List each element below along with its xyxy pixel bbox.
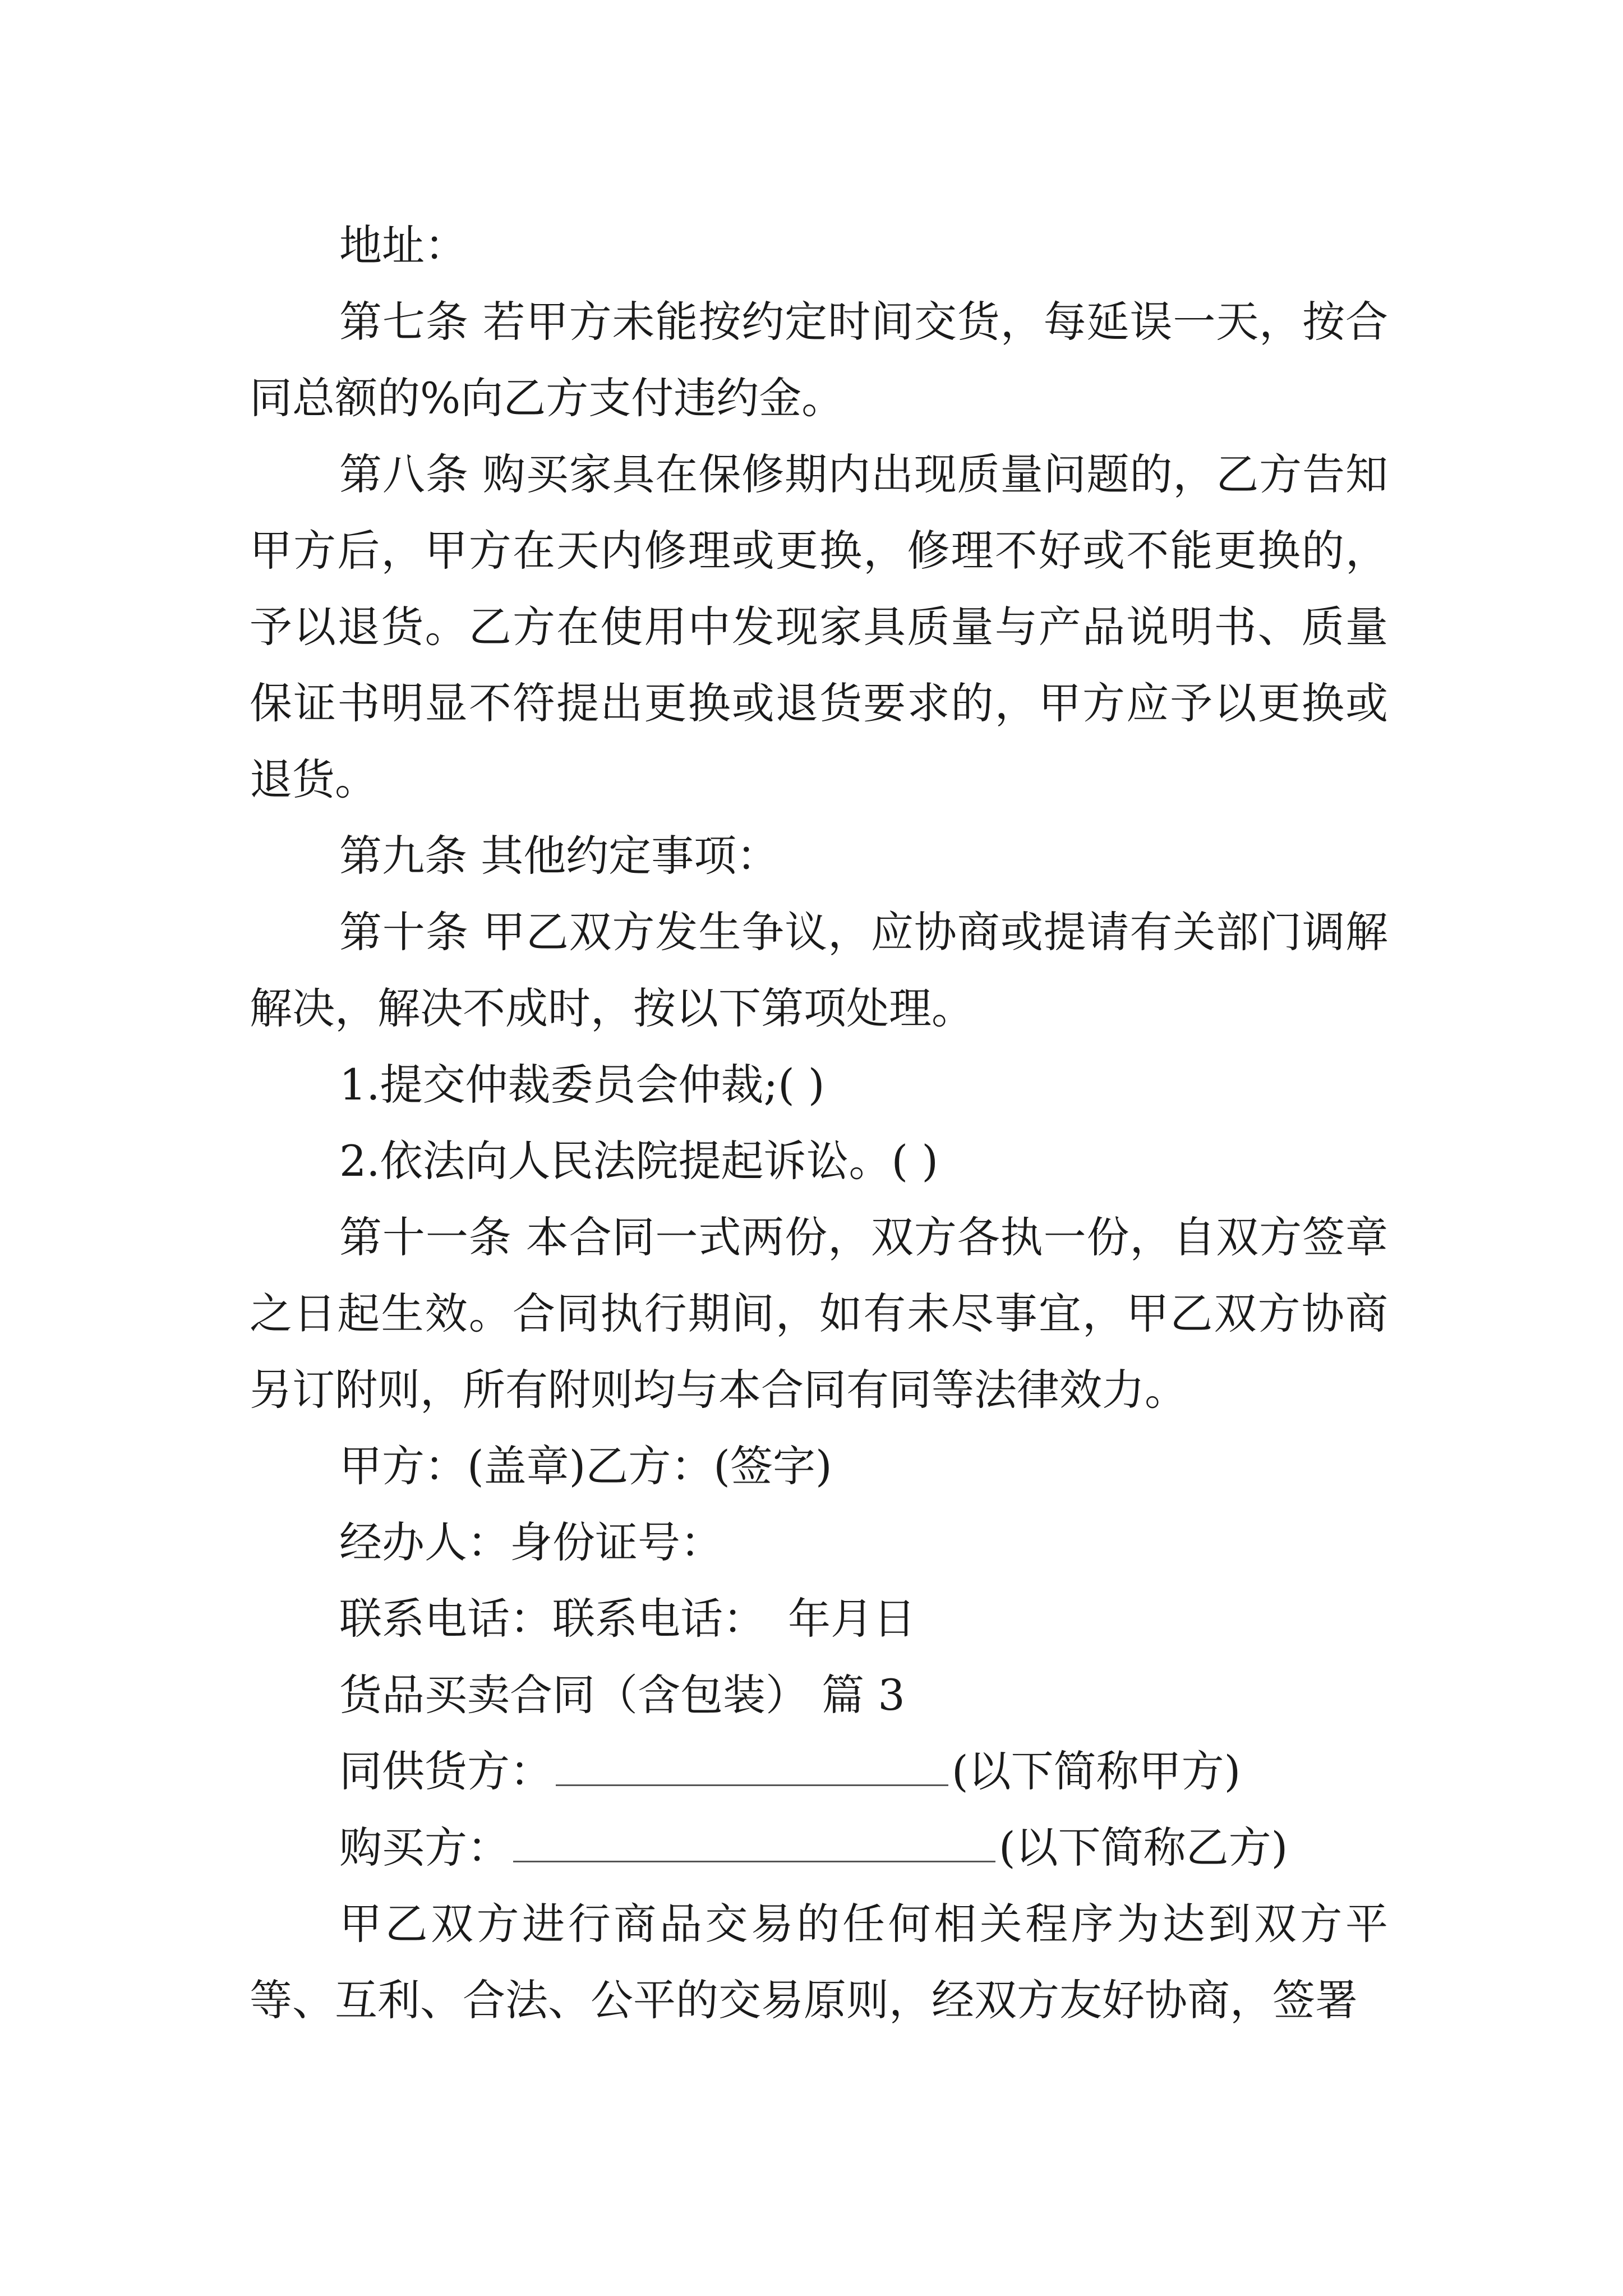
address-line: 地址： [339,220,467,270]
buyer-label: 购买方： [339,1823,510,1872]
supplier-label: 同供货方： [339,1746,552,1796]
article-8: 第八条 购买家具在保修期内出现质量问题的，乙方告知甲方后，甲方在天内修理或更换，修理不好或不能更换的，予以退货。乙方在使用中发现家具质量与产品说明书、质量保证书明显不符提出更换或退货要求的，甲方应予以更换或退货。 [250,449,1388,804]
article-9: 第九条 其他约定事项： [339,831,780,881]
date-label: 年月日 [788,1594,916,1644]
document-body [250,208,1388,2039]
supplier-blank-field[interactable] [556,1745,948,1786]
intro-paragraph: 甲乙双方进行商品交易的任何相关程序为达到双方平等、互利、合法、公平的交易原则，经双方友好协商，签署 [250,1899,1388,2025]
article-11: 第十一条 本合同一式两份，双方各执一份，自双方签章之日起生效。合同执行期间，如有未尽事宜，甲乙双方协商另订附则，所有附则均与本合同有同等法律效力。 [250,1212,1388,1415]
signature-parties: 甲方：(盖章)乙方：(签字) [339,1441,832,1491]
phone-labels: 联系电话：联系电话： [339,1594,766,1644]
option-1: 1.提交仲裁委员会仲裁;( ) [339,1060,825,1110]
article-7: 第七条 若甲方未能按约定时间交货，每延误一天，按合同总额的%向乙方支付违约金。 [250,297,1388,423]
option-2: 2.依法向人民法院提起诉讼。( ) [339,1136,938,1186]
supplier-suffix: (以下简称甲方) [952,1746,1241,1796]
article-10: 第十条 甲乙双方发生争议，应协商或提请有关部门调解解决，解决不成时，按以下第项处理。 [250,907,1388,1033]
phone-date-line [250,1581,1388,1657]
buyer-line [250,1810,1388,1886]
section-title: 货品买卖合同（含包装） 篇 3 [339,1670,905,1720]
agent-id-line: 经办人：身份证号： [339,1517,723,1567]
supplier-line [250,1733,1388,1810]
buyer-suffix: (以下简称乙方) [999,1823,1288,1872]
buyer-blank-field[interactable] [513,1821,995,1862]
